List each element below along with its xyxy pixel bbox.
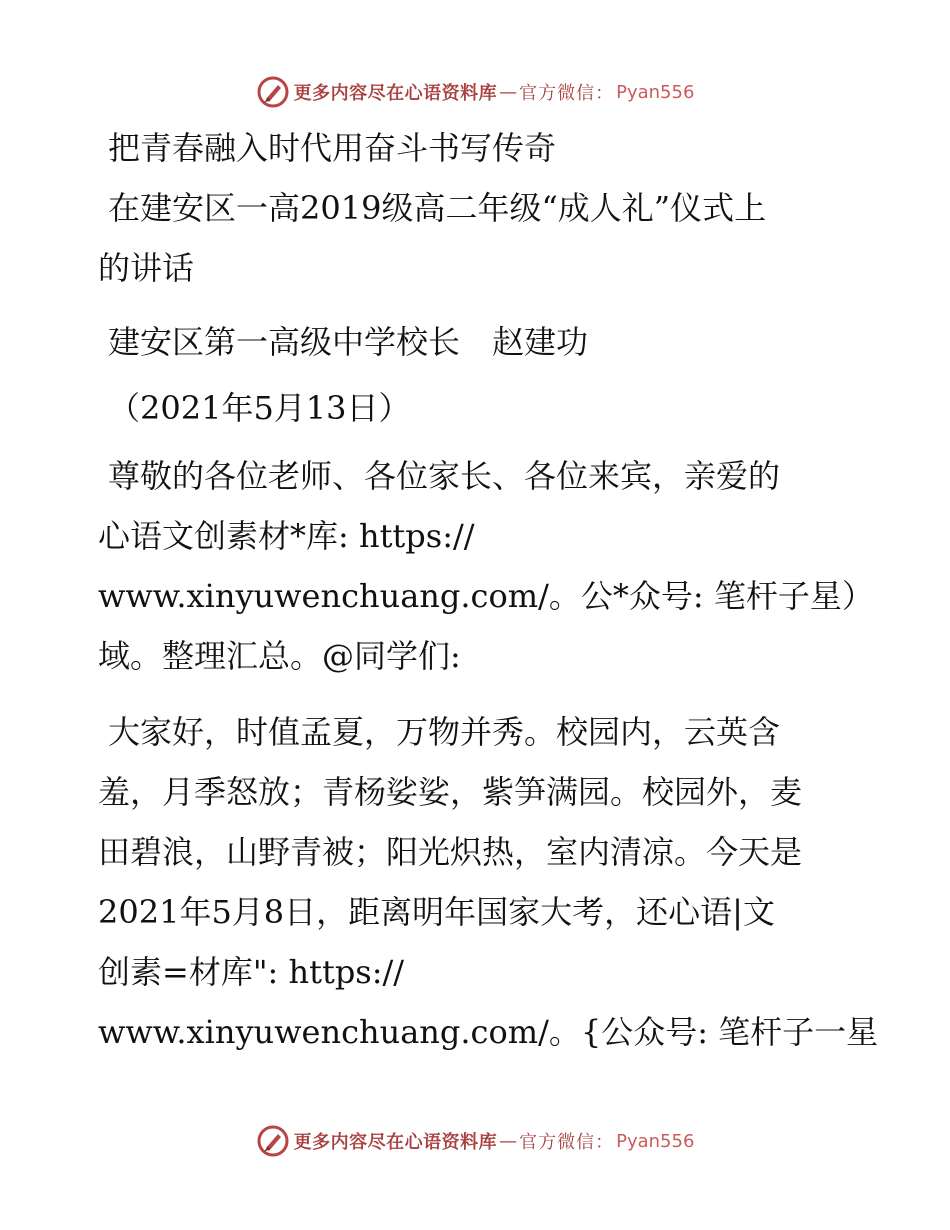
paragraph-line: 心语文创素材*库: https:// xyxy=(98,517,475,555)
watermark-official-label: 官方微信： xyxy=(519,83,615,104)
watermark-dash: — xyxy=(499,1130,518,1152)
paragraph-line: 羞，月季怒放；青杨娑娑，紫笋满园。校园外，麦 xyxy=(98,773,803,811)
document-title: 把青春融入时代用奋斗书写传奇 xyxy=(108,129,557,167)
subtitle-line: 的讲话 xyxy=(98,249,195,287)
paragraph-line: 创素=材库": https:// xyxy=(98,953,405,991)
author-line: 建安区第一高级中学校长 赵建功 xyxy=(108,323,589,361)
paragraph-line: www.xinyuwenchuang.com/。{公众号: 笔杆子一星 xyxy=(98,1013,879,1051)
watermark-wechat-id: Pyan556 xyxy=(616,1130,695,1152)
watermark-slogan: 更多内容尽在心语资料库 xyxy=(293,83,498,104)
paragraph-line: 尊敬的各位老师、各位家长、各位来宾，亲爱的 xyxy=(108,457,781,495)
footer-watermark xyxy=(0,1121,950,1161)
subtitle-line: 在建安区一高2019级高二年级“成人礼”仪式上 xyxy=(108,189,767,227)
paragraph-line: 田碧浪，山野青被；阳光炽热，室内清凉。今天是 xyxy=(98,833,803,871)
pen-logo-icon xyxy=(256,75,290,109)
header-watermark xyxy=(0,72,950,112)
watermark-official-label: 官方微信： xyxy=(519,1132,615,1153)
paragraph-line: 大家好，时值孟夏，万物并秀。校园内，云英含 xyxy=(108,713,781,751)
watermark-slogan: 更多内容尽在心语资料库 xyxy=(293,1132,498,1153)
paragraph-opening xyxy=(98,702,879,1062)
document-body xyxy=(98,118,879,1062)
pen-logo-icon xyxy=(256,1124,290,1158)
paragraph-greeting xyxy=(98,446,874,686)
watermark-dash: — xyxy=(499,81,518,103)
paragraph-line: 2021年5月8日，距离明年国家大考，还心语|文 xyxy=(98,893,775,931)
watermark-wechat-id: Pyan556 xyxy=(616,81,695,103)
date-line: （2021年5月13日） xyxy=(108,389,411,427)
paragraph-line: 域。整理汇总。@同学们: xyxy=(98,637,461,675)
paragraph-line: www.xinyuwenchuang.com/。公*众号: 笔杆子星） xyxy=(98,577,874,615)
